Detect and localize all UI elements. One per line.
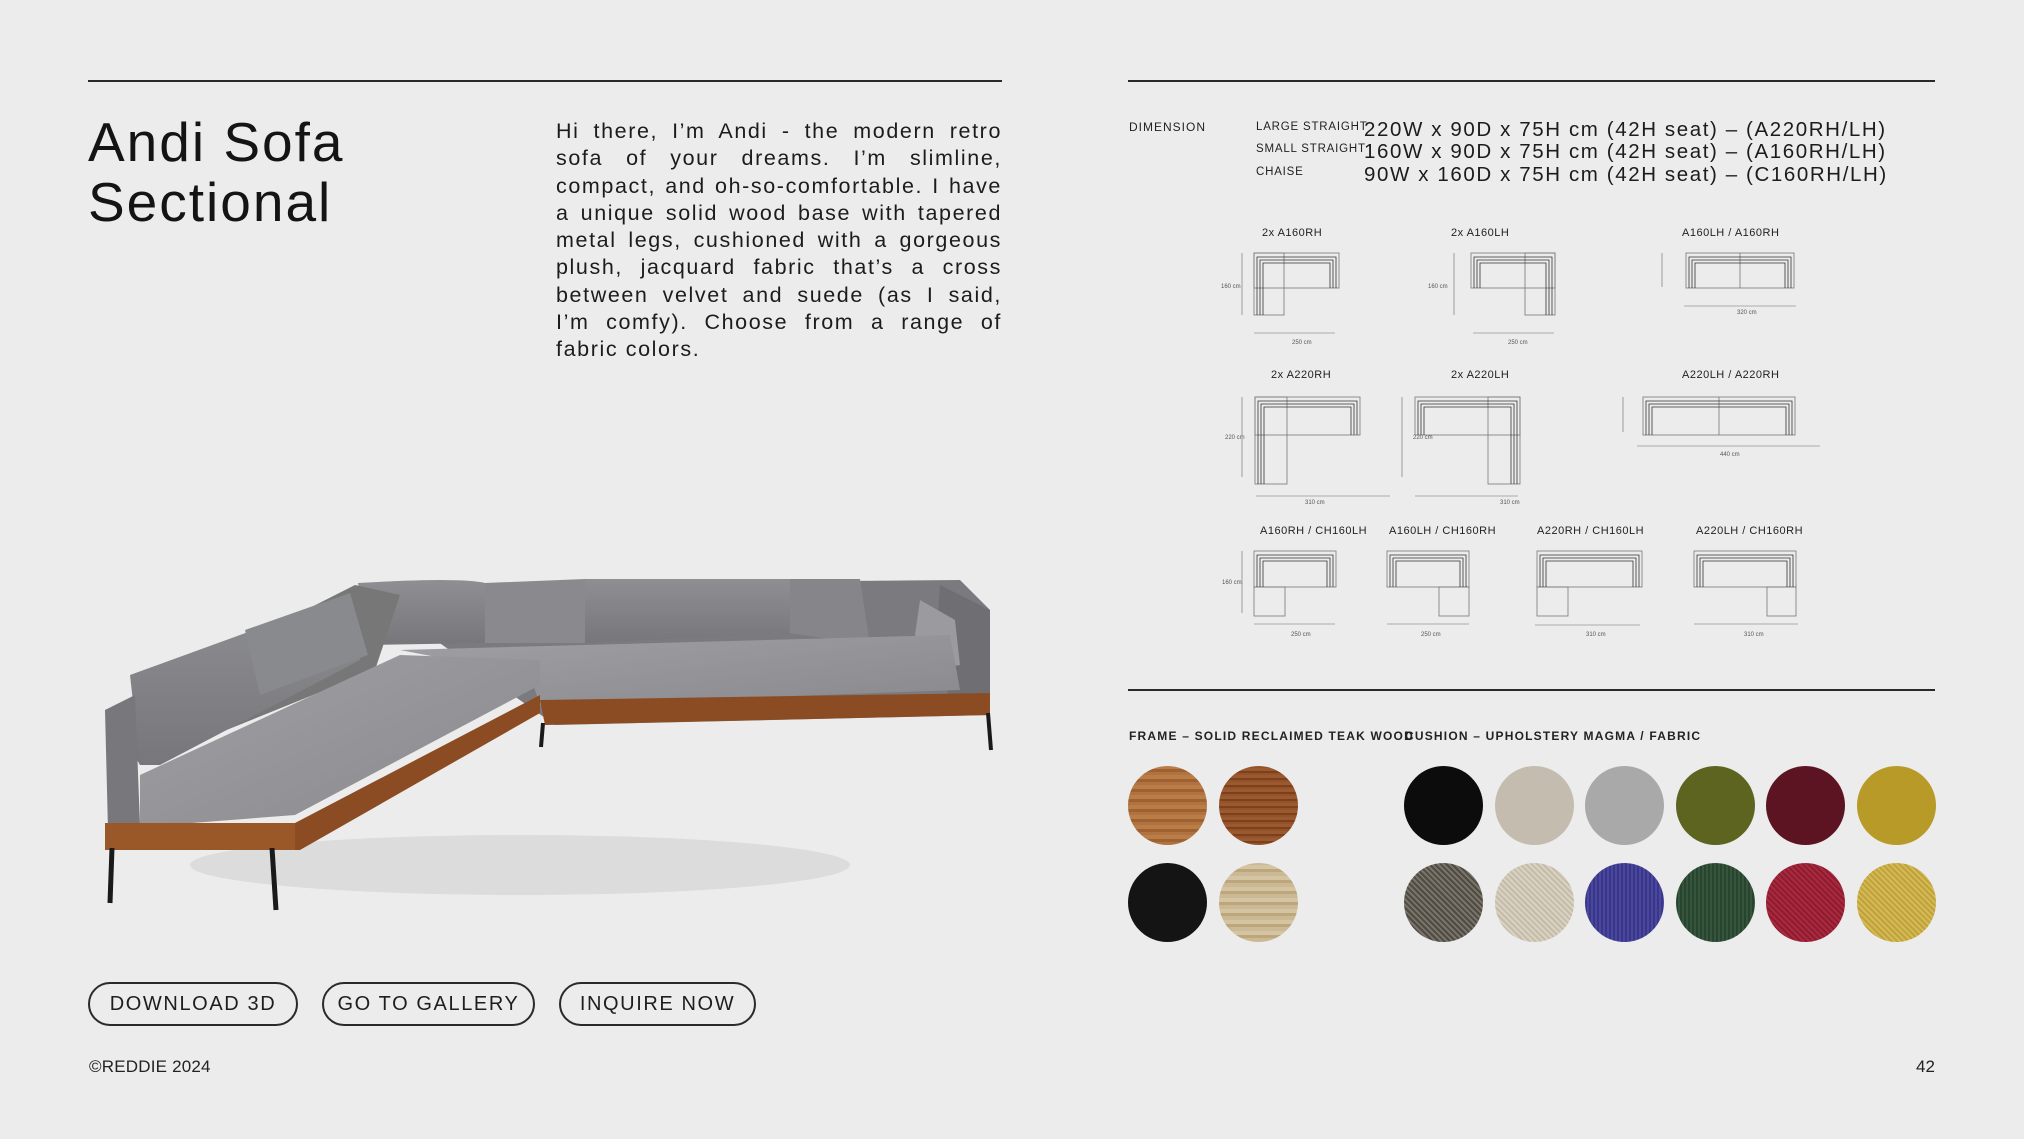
config-width: 250 cm: [1508, 340, 1528, 346]
go-to-gallery-button[interactable]: GO TO GALLERY: [322, 982, 535, 1026]
config-height: 160 cm: [1222, 580, 1242, 586]
cushion-material-label: CUSHION – UPHOLSTERY MAGMA / FABRIC: [1405, 729, 1702, 743]
dimension-type: LARGE STRAIGHT: [1256, 121, 1368, 133]
swatch-cushion-mustard[interactable]: [1857, 766, 1936, 845]
config-diagram-a160lh-a160rh: [1660, 250, 1820, 330]
config-height: 220 cm: [1413, 435, 1433, 441]
swatch-frame-light-wood[interactable]: [1219, 863, 1298, 942]
product-description: Hi there, I’m Andi - the modern retro sofa of your dreams. I’m slimline, compact, and oh-so-comfortable. I have a unique solid wood base with tapered metal legs, cushioned with a gorgeous plush, jacquard fabric that’s a cross between velvet and suede (as I said, I’m comfy). Choose from a range of fabric colors.: [556, 119, 1002, 362]
swatch-cushion-indigo[interactable]: [1585, 863, 1664, 942]
config-label: A220LH / A220RH: [1682, 369, 1780, 381]
config-height: 160 cm: [1221, 284, 1241, 290]
config-diagram-a160rh-ch160lh: [1240, 548, 1370, 638]
config-width: 310 cm: [1500, 500, 1520, 506]
config-width: 310 cm: [1744, 632, 1764, 638]
inquire-now-button[interactable]: INQUIRE NOW: [559, 982, 756, 1026]
dimension-type: SMALL STRAIGHT: [1256, 143, 1366, 155]
config-height: 160 cm: [1428, 284, 1448, 290]
config-label: 2x A160RH: [1262, 227, 1323, 239]
swatch-cushion-crimson[interactable]: [1766, 863, 1845, 942]
config-label: 2x A220RH: [1271, 369, 1332, 381]
top-divider-right: [1128, 80, 1935, 82]
swatch-cushion-gold-weave[interactable]: [1857, 863, 1936, 942]
swatch-cushion-natural-weave[interactable]: [1495, 863, 1574, 942]
sofa-image: [100, 565, 1000, 920]
config-diagram-a220rh-ch160lh: [1535, 548, 1665, 638]
copyright: ©REDDIE 2024: [89, 1057, 211, 1076]
config-height: 220 cm: [1225, 435, 1245, 441]
swatch-cushion-burgundy[interactable]: [1766, 766, 1845, 845]
dimension-row-small: [1256, 141, 1887, 163]
dimension-label: DIMENSION: [1129, 120, 1207, 134]
download-3d-button[interactable]: DOWNLOAD 3D: [88, 982, 298, 1026]
config-label: 2x A160LH: [1451, 227, 1510, 239]
config-label: 2x A220LH: [1451, 369, 1510, 381]
top-divider-left: [88, 80, 1002, 82]
title-line-1: Andi Sofa: [88, 111, 345, 173]
config-diagram-a220lh-a220rh: [1620, 392, 1830, 472]
config-width: 310 cm: [1586, 632, 1606, 638]
dimension-row-chaise: [1256, 164, 1888, 186]
config-label: A160RH / CH160LH: [1260, 525, 1368, 537]
config-width: 250 cm: [1292, 340, 1312, 346]
config-diagram-2x-a160lh: [1414, 250, 1574, 350]
dimension-value: 90W x 160D x 75H cm (42H seat) – (C160RH/LH): [1364, 163, 1888, 186]
swatch-cushion-forest-green[interactable]: [1676, 863, 1755, 942]
config-width: 250 cm: [1421, 632, 1441, 638]
title-line-2: Sectional: [88, 171, 333, 233]
config-label: A220RH / CH160LH: [1537, 525, 1645, 537]
config-width: 250 cm: [1291, 632, 1311, 638]
swatch-cushion-olive[interactable]: [1676, 766, 1755, 845]
frame-material-label: FRAME – SOLID RECLAIMED TEAK WOOD: [1129, 729, 1414, 743]
dimension-type: CHAISE: [1256, 166, 1304, 178]
dimension-row-large: [1256, 119, 1887, 141]
swatch-frame-dark-teak[interactable]: [1219, 766, 1298, 845]
swatch-cushion-oatmeal[interactable]: [1495, 766, 1574, 845]
swatch-cushion-charcoal-weave[interactable]: [1404, 863, 1483, 942]
materials-divider: [1128, 689, 1935, 691]
product-title: [88, 112, 345, 232]
swatch-frame-natural-teak[interactable]: [1128, 766, 1207, 845]
config-diagram-2x-a220lh: [1400, 392, 1580, 512]
config-width: 440 cm: [1720, 452, 1740, 458]
swatch-cushion-light-grey[interactable]: [1585, 766, 1664, 845]
config-diagram-2x-a160rh: [1240, 250, 1360, 350]
config-diagram-a220lh-ch160rh: [1692, 548, 1822, 638]
config-width: 310 cm: [1305, 500, 1325, 506]
config-diagram-a160lh-ch160rh: [1385, 548, 1505, 638]
config-label: A160LH / CH160RH: [1389, 525, 1497, 537]
swatch-cushion-black[interactable]: [1404, 766, 1483, 845]
config-width: 320 cm: [1737, 310, 1757, 316]
page-number: 42: [1916, 1057, 1935, 1076]
swatch-frame-black-wood[interactable]: [1128, 863, 1207, 942]
config-label: A220LH / CH160RH: [1696, 525, 1804, 537]
config-label: A160LH / A160RH: [1682, 227, 1780, 239]
config-diagram-2x-a220rh: [1240, 392, 1390, 512]
dimension-value: 160W x 90D x 75H cm (42H seat) – (A160RH/LH): [1364, 140, 1887, 163]
dimension-value: 220W x 90D x 75H cm (42H seat) – (A220RH/LH): [1364, 118, 1887, 141]
